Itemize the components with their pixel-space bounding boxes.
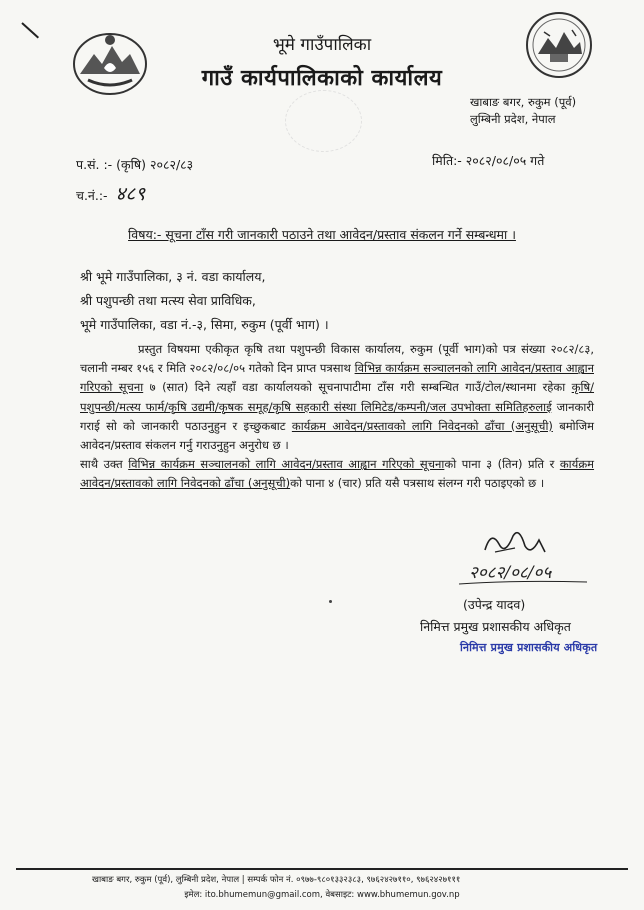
office-title: गाउँ कार्यपालिकाको कार्यालय xyxy=(201,66,443,91)
footer-rule xyxy=(16,868,628,870)
recipient-line: भूमे गाउँपालिका, वडा नं.-३, सिमा, रुकुम (पूर्वी भाग) । xyxy=(80,317,329,332)
letter-date: मिति:- २०८२/०८/०५ गते xyxy=(432,153,545,168)
stray-mark xyxy=(329,600,332,603)
footer-contact: खाबाङ बगर, रुकुम (पूर्व), लुम्बिनी प्रदेश, नेपाल | सम्पर्क फोन नं. ०९७७-९८०१३३२३८३, ९७६२४२७११०, ९७६२४२७१११ xyxy=(92,875,461,885)
signatory-title: निमित्त प्रमुख प्रशासकीय अधिकृत xyxy=(420,619,571,634)
chalani-label: च.नं.:- xyxy=(76,188,108,203)
patra-sankhya: प.सं. :- (कृषि) २०८२/८३ xyxy=(76,157,194,172)
footer-web: इमेल: ito.bhumemun@gmail.com, वेबसाइट: www.bhumemun.gov.np xyxy=(184,890,460,900)
signature-date: २०८२/०८/०५ xyxy=(469,563,552,583)
paragraph-2: साथै उक्त विभिन्न कार्यक्रम सञ्चालनको लागि आवेदन/प्रस्ताव आह्वान गरिएको सूचनाको पाना ३ (तिन) प्रति र कार्यक्रम आवेदन/प्रस्तावको लागि निवेदनको ढाँचा (अनुसूची)को पाना ४ (चार) प्रति यसै पत्रसाथ संलग्न गरी पठाइएको छ । xyxy=(80,457,595,491)
address-line1: खाबाङ बगर, रुकुम (पूर्व) xyxy=(470,95,577,109)
paragraph-1: प्रस्तुत विषयमा एकीकृत कृषि तथा पशुपन्छी विकास कार्यालय, रुकुम (पूर्वी भाग)को पत्र संख्या २०८२/८३, चलानी नम्बर १५६ र मिति २०८२/०८/०५ गतेको दिन प्राप्त पत्रसाथ विभिन्न कार्यक्रम सञ्चालनको लागि आवेदन/प्रस्ताव आह्वान गरिएको सूचना ७ (सात) दिने त्यहाँ वडा कार्यालयको सूचनापाटीमा टाँस गरी सम्बन्धित गाउँ/टोल/स्थानमा रहेका कृषि/पशुपन्छी/मत्स्य फार्म/कृषि उद्यमी/कृषक समूह/कृषि सहकारी संस्था लिमिटेड/कम्पनी/जल उपभोक्ता समितिहरुलाई जानकारी गराई सो को जानकारी पठाउनुहुन र इच्छुकबाट कार्यक्रम आवेदन/प्रस्तावको लागि निवेदनको ढाँचा (अनुसूची) बमोजिम आवेदन/प्रस्ताव संकलन गर्नु गराउनुहुन अनुरोध छ । xyxy=(80,342,595,453)
recipient-line: श्री पशुपन्छी तथा मत्स्य सेवा प्राविधिक, xyxy=(80,293,256,308)
chalani-number xyxy=(76,180,145,206)
signature-image xyxy=(455,522,595,592)
blue-stamp: निमित्त प्रमुख प्रशासकीय अधिकृत xyxy=(460,641,598,654)
letter-body xyxy=(80,340,594,494)
recipient-line: श्री भूमे गाउँपालिका, ३ नं. वडा कार्यालय, xyxy=(80,269,266,284)
faint-stamp xyxy=(285,90,362,152)
municipality-name: भूमे गाउँपालिका xyxy=(272,35,372,55)
subject-text: विषय:- सूचना टाँस गरी जानकारी पठाउने तथा आवेदन/प्रस्ताव संकलन गर्ने सम्बन्धमा । xyxy=(128,227,516,242)
signatory-name: (उपेन्द्र यादव) xyxy=(463,597,526,612)
chalani-value: ४८९ xyxy=(115,183,146,205)
address-line2: लुम्बिनी प्रदेश, नेपाल xyxy=(470,112,556,126)
subject-line xyxy=(0,226,644,243)
